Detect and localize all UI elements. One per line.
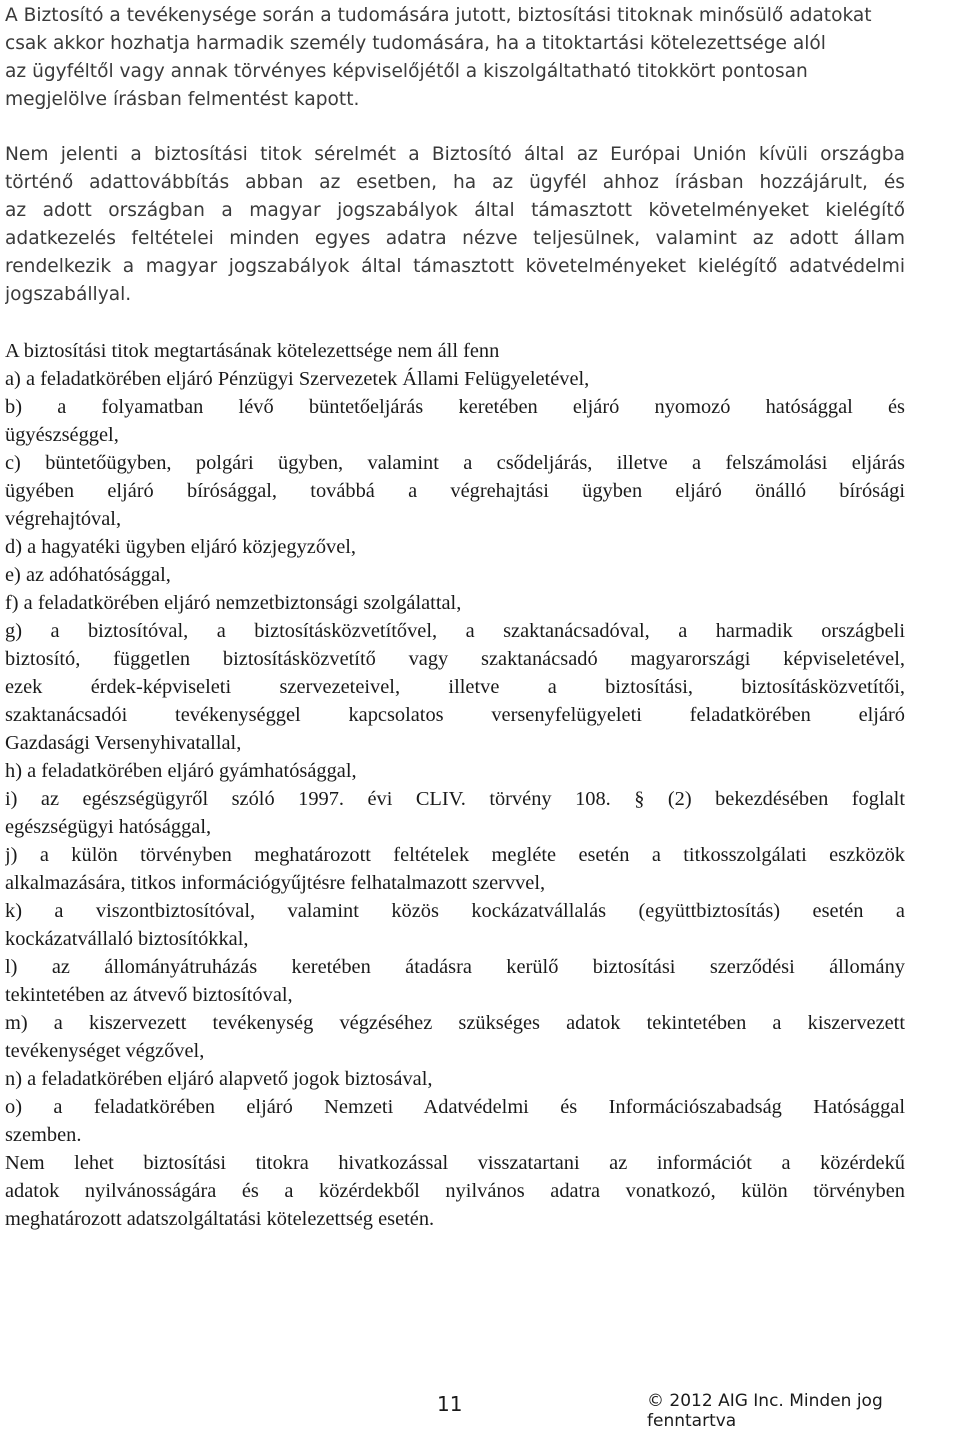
- text-line: biztosító, független biztosításközvetítő vagy szaktanácsadó magyarországi képviseletével,: [5, 648, 905, 670]
- text-line: tevékenységet végzővel,: [5, 1040, 205, 1062]
- text-line: ügyében eljáró bírósággal, továbbá a végrehajtási ügyben eljáró önálló bírósági: [5, 480, 905, 502]
- copyright-notice: © 2012 AIG Inc. Minden jog fenntartva: [647, 1391, 883, 1431]
- text-line: csak akkor hozhatja harmadik személy tudomására, ha a titoktartási kötelezettsége alól: [5, 33, 826, 54]
- text-line: az ügyféltől vagy annak törvényes képviselőjétől a kiszolgáltatható titokkört pontosan: [5, 61, 808, 82]
- text-line: l) az állományátruházás keretében átadásra kerülő biztosítási szerződési állomány: [5, 956, 905, 978]
- text-line: m) a kiszervezett tevékenység végzéséhez szükséges adatok tekintetében a kiszervezett: [5, 1012, 905, 1034]
- text-line: végrehajtóval,: [5, 508, 122, 530]
- text-line: b) a folyamatban lévő büntetőeljárás keretében eljáró nyomozó hatósággal és: [5, 396, 905, 418]
- text-line: a) a feladatkörében eljáró Pénzügyi Szervezetek Állami Felügyeletével,: [5, 368, 590, 390]
- text-line: kockázatvállaló biztosítókkal,: [5, 928, 249, 950]
- paragraph-confidentiality-release: [5, 2, 905, 114]
- text-line: Nem lehet biztosítási titokra hivatkozással visszatartani az információt a közérdekű: [5, 1152, 905, 1174]
- text-line: adatok nyilvánosságára és a közérdekből nyilvános adatra vonatkozó, külön törvényben: [5, 1180, 905, 1202]
- text-line: történő adattovábbítás abban az esetben, ha az ügyfél ahhoz írásban hozzájárult, és: [5, 172, 905, 193]
- text-line: az adott országban a magyar jogszabályok által támasztott követelményeket kielégítő: [5, 200, 905, 221]
- text-line: h) a feladatkörében eljáró gyámhatósággal,: [5, 760, 357, 782]
- text-line: n) a feladatkörében eljáró alapvető jogok biztosával,: [5, 1068, 433, 1090]
- text-line: megjelölve írásban felmentést kapott.: [5, 89, 360, 110]
- text-line: adatkezelés feltételei minden egyes adatra nézve teljesülnek, valamint az adott állam: [5, 228, 905, 249]
- text-line: k) a viszontbiztosítóval, valamint közös kockázatvállalás (együttbiztosítás) esetén a: [5, 900, 905, 922]
- paragraph-third-country-transfer: [5, 141, 905, 309]
- text-line: d) a hagyatéki ügyben eljáró közjegyzővel,: [5, 536, 357, 558]
- text-line: g) a biztosítóval, a biztosításközvetítővel, a szaktanácsadóval, a harmadik országbeli: [5, 620, 905, 642]
- text-line: Gazdasági Versenyhivatallal,: [5, 732, 242, 754]
- text-line: o) a feladatkörében eljáró Nemzeti Adatvédelmi és Információszabadság Hatósággal: [5, 1096, 905, 1118]
- text-line: ügyészséggel,: [5, 424, 119, 446]
- text-line: ezek érdek-képviseleti szervezeteivel, illetve a biztosítási, biztosításközvetítői,: [5, 676, 905, 698]
- text-line: rendelkezik a magyar jogszabályok által támasztott követelményeket kielégítő adatvédelmi: [5, 256, 905, 277]
- text-line: egészségügyi hatósággal,: [5, 816, 212, 838]
- text-line: f) a feladatkörében eljáró nemzetbiztonsági szolgálattal,: [5, 592, 462, 614]
- text-line: tekintetében az átvevő biztosítóval,: [5, 984, 293, 1006]
- text-line: alkalmazására, titkos információgyűjtésre felhatalmazott szervvel,: [5, 872, 546, 894]
- text-line: j) a külön törvényben meghatározott feltételek megléte esetén a titkosszolgálati eszközök: [5, 844, 905, 866]
- text-line: jogszabállyal.: [5, 284, 132, 305]
- text-line: e) az adóhatósággal,: [5, 564, 171, 586]
- text-line: i) az egészségügyről szóló 1997. évi CLIV. törvény 108. § (2) bekezdésében foglalt: [5, 788, 905, 810]
- text-line: meghatározott adatszolgáltatási kötelezettség esetén.: [5, 1208, 435, 1230]
- paragraph-exceptions-list: [5, 337, 905, 1233]
- text-line: A Biztosító a tevékenysége során a tudomására jutott, biztosítási titoknak minősülő adatokat: [5, 5, 872, 26]
- text-line: szaktanácsadói tevékenységgel kapcsolatos versenyfelügyeleti feladatkörében eljáró: [5, 704, 905, 726]
- text-line: c) büntetőügyben, polgári ügyben, valamint a csődeljárás, illetve a felszámolási eljárás: [5, 452, 905, 474]
- page-number: 11: [437, 1392, 463, 1416]
- text-line: A biztosítási titok megtartásának kötelezettsége nem áll fenn: [5, 340, 500, 362]
- text-line: Nem jelenti a biztosítási titok sérelmét a Biztosító által az Európai Unión kívüli országba: [5, 144, 905, 165]
- text-line: szemben.: [5, 1124, 82, 1146]
